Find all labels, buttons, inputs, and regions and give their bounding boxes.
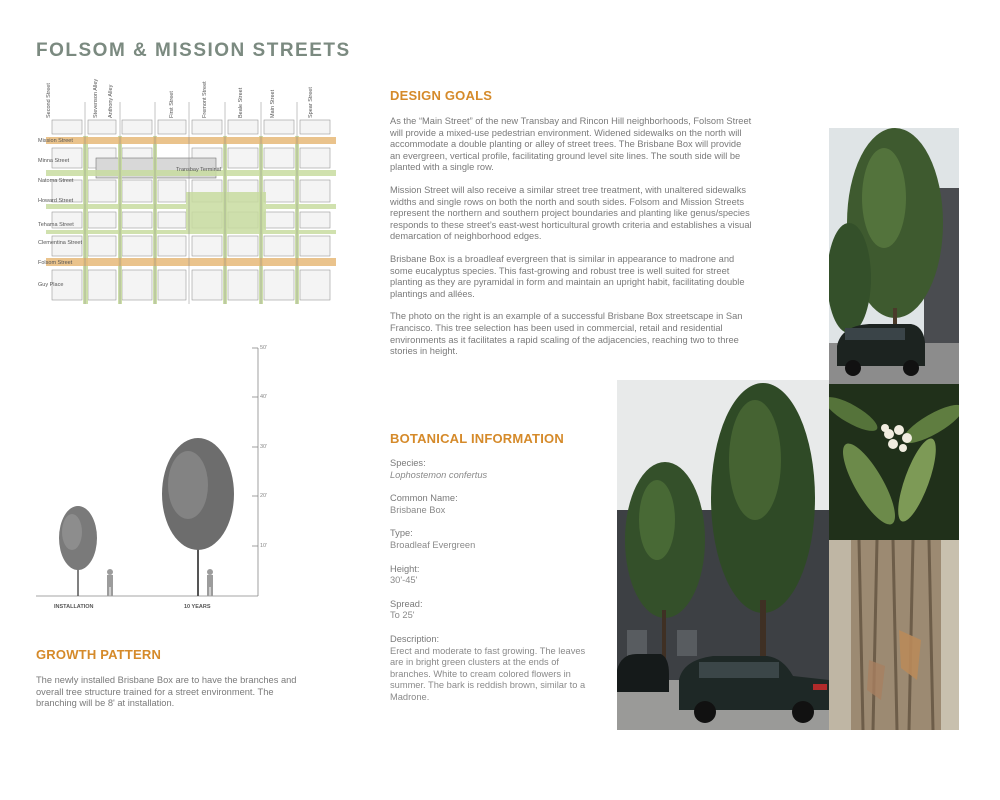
photo-flower-closeup — [829, 384, 959, 540]
design-goals-p1: As the “Main Street” of the new Transbay and Rincon Hill neighborhoods, Folsom Street will provide a mixed-use pedestrian environment. Widened sidewalks on the north will accommodate a double planting or alley of street trees. The Brisbane Box will provide an evergreen, vertical profile, facilitating ground level site lines. The south side will be planted with a single row. — [390, 116, 752, 173]
map-street-anthony: Anthony Alley — [108, 84, 114, 118]
scale-30: 30' — [260, 444, 268, 450]
spread-value: To 25' — [390, 610, 415, 621]
map-street-main: Main Street — [270, 89, 276, 118]
spread-label: Spread: — [390, 598, 423, 609]
site-map — [36, 78, 336, 304]
type-label: Type: — [390, 528, 413, 539]
caption-10-years: 10 YEARS — [184, 604, 211, 610]
map-street-beale: Beale Street — [238, 87, 244, 118]
design-goals-text — [390, 116, 752, 369]
map-street-howard: Howard Street — [38, 198, 74, 204]
map-street-guy: Guy Place — [38, 282, 64, 288]
page-title: FOLSOM & MISSION STREETS — [36, 40, 351, 61]
growth-diagram — [36, 340, 276, 620]
map-street-second: Second Street — [46, 83, 52, 118]
type-value: Broadleaf Evergreen — [390, 539, 476, 550]
description-label: Description: — [390, 633, 440, 644]
design-goals-heading: DESIGN GOALS — [390, 88, 493, 103]
map-street-natoma: Natoma Street — [38, 178, 74, 184]
map-street-fremont: Fremont Street — [202, 81, 208, 118]
species-label: Species: — [390, 458, 426, 468]
height-label: Height: — [390, 563, 420, 574]
map-street-minna: Minna Street — [38, 158, 70, 164]
map-street-spear: Spear Street — [308, 87, 314, 118]
scale-50: 50' — [260, 345, 268, 351]
map-terminal-label: Transbay Terminal — [176, 167, 221, 173]
design-goals-p3: Brisbane Box is a broadleaf evergreen that is similar in appearance to madrone and some eucalyptus species. This fast-growing and robust tree is well suited for street planting as they are pyramidal in form and maintain an upright habit, facilitating double plantings and allées. — [390, 253, 745, 299]
photo-bark — [829, 540, 959, 730]
scale-10: 10' — [260, 543, 268, 549]
growth-heading: GROWTH PATTERN — [36, 647, 162, 662]
growth-text: The newly installed Brisbane Box are to have the branches and overall tree structure trained for a street environment. The branching will be 8' at installation. — [36, 675, 297, 709]
description-value: Erect and moderate to fast growing. The leaves are in bright green clusters at the ends of branches. White to cream colored flowers in summer. The bark is reddish brown, similar to a Madrone. — [390, 645, 586, 702]
scale-20: 20' — [260, 493, 268, 499]
species-value: Lophostemon confertus — [390, 469, 488, 480]
photo-street-trees-car — [617, 380, 829, 730]
map-street-folsom: Folsom Street — [38, 260, 73, 266]
common-name-label: Common Name: — [390, 493, 458, 504]
map-street-tehama: Tehama Street — [38, 222, 74, 228]
common-name-value: Brisbane Box — [390, 504, 446, 515]
botanical-heading: BOTANICAL INFORMATION — [390, 431, 564, 446]
design-goals-p2: Mission Street will also receive a similar street tree treatment, with unaltered sidewalks widths and single rows on both the north and south sides. Folsom and Mission Streets represent the northern and southern project boundaries and planting like genus/species responds to these street’s east-west horticultural growth criteria and establishes a visual demarcation of neighborhood edges. — [390, 184, 752, 242]
map-street-mission: Mission Street — [38, 138, 73, 144]
photo-street-trees-top — [829, 128, 959, 384]
height-value: 30'-45' — [390, 575, 418, 586]
caption-installation: INSTALLATION — [54, 604, 94, 610]
botanical-fields — [390, 458, 586, 716]
map-street-stevenson: Stevenson Alley — [93, 78, 99, 118]
scale-40: 40' — [260, 394, 268, 400]
map-street-clementina: Clementina Street — [38, 240, 83, 246]
map-street-first: First Street — [169, 91, 175, 118]
design-goals-p4: The photo on the right is an example of a successful Brisbane Box streetscape in San Francisco. This tree selection has been used in commercial, retail and residential environments as it facilitates a rapid scaling of the adjacencies, reaching two to three stories in height. — [390, 311, 743, 357]
